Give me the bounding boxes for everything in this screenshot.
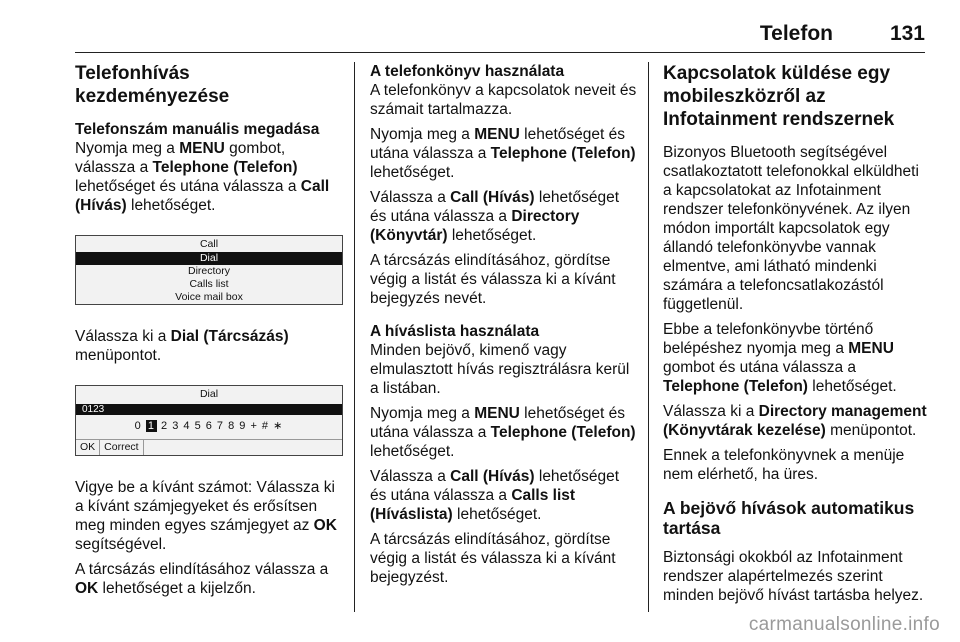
paragraph: Válassza a Call (Hívás) lehetőséget és utána válassza a Directory (Könyvtár) lehetőséget. (370, 189, 620, 244)
page-number: 131 (889, 22, 925, 45)
section-heading: Telefonhívás kezdeményezése (75, 63, 230, 107)
subheading: A telefonkönyv használata (370, 63, 565, 80)
column-2 (370, 62, 638, 593)
paragraph: Válassza ki a Dial (Tárcsázás) menüpontot. (75, 328, 289, 364)
paragraph: Nyomja meg a MENU lehetőséget és utána válassza a Telephone (Telefon) lehetőséget. (370, 126, 636, 181)
paragraph: A tárcsázás elindításához válassza a OK lehetőséget a kijelzőn. (75, 561, 329, 597)
paragraph: A tárcsázás elindításához, gördítse végig a listát és válassza ki a kívánt bejegyzés nevét. (370, 252, 616, 307)
paragraph: Bizonyos Bluetooth segítségével csatlakoztatott telefonokkal elküldheti a kapcsolatokat az Infotainment rendszer telefonkönyvének. Az ilyen módon importált kapcsolatok egy állandó telefonkönyvbe vannak elmentve, ami látható mindenki számára a telefoncsatlakozástól függetlenül. (663, 144, 919, 313)
screen-title: Call (199, 238, 219, 250)
screen-title: Dial (199, 388, 219, 400)
paragraph: Nyomja meg a MENU lehetőséget és utána válassza a Telephone (Telefon) lehetőséget. (370, 405, 636, 460)
selected-digit[interactable]: 1 (147, 420, 155, 432)
menu-item-voice-mail[interactable]: Voice mail box (175, 291, 243, 303)
dial-screen (75, 385, 343, 456)
menu-item-dial[interactable]: Dial (76, 252, 342, 265)
dialed-number-field: 0123 (76, 404, 342, 415)
section-heading: A bejövő hívások automatikus tartása (663, 498, 915, 538)
subheading: A híváslista használata (370, 323, 540, 340)
call-menu-screen (75, 235, 343, 305)
paragraph: Nyomja meg a MENU gombot, válassza a Telephone (Telefon) lehetőséget és utána válassza a Call (Hívás) lehetőséget. (75, 140, 330, 214)
digit-selector[interactable]: 0 1 2 3 4 5 6 7 8 9 + # ∗ (134, 420, 284, 432)
column-divider (354, 62, 355, 612)
paragraph: Válassza ki a Directory management (Könyvtárak kezelése) menüpontot. (663, 403, 927, 439)
dial-buttons (76, 439, 342, 455)
paragraph: Vigye be a kívánt számot: Válassza ki a kívánt számjegyeket és erősítsen meg minden egyes számjegyet az OK segítségével. (75, 479, 337, 553)
paragraph: A tárcsázás elindításához, gördítse végig a listát és válassza ki a kívánt bejegyzést. (370, 531, 616, 586)
paragraph: Biztonsági okokból az Infotainment rendszer alapértelmezés szerint minden bejövő hívást tartásba helyez. (663, 549, 924, 604)
menu-item-calls-list[interactable]: Calls list (189, 278, 229, 290)
page-header (75, 22, 925, 53)
paragraph: Minden bejövő, kimenő vagy elmulasztott hívás regisztrálásra kerül a listában. (370, 342, 630, 397)
paragraph: Válassza a Call (Hívás) lehetőséget és utána válassza a Calls list (Híváslista) lehetőséget. (370, 468, 620, 523)
correct-button[interactable]: Correct (100, 440, 143, 455)
page-section-title: Telefon (759, 22, 833, 45)
watermark: carmanualsonline.info (748, 614, 940, 635)
column-divider (648, 62, 649, 612)
paragraph: A telefonkönyv a kapcsolatok neveit és számait tartalmazza. (370, 82, 637, 118)
column-1 (75, 62, 343, 604)
column-3 (663, 62, 928, 611)
paragraph: Ennek a telefonkönyvnek a menüje nem elérhető, ha üres. (663, 447, 905, 483)
ok-button[interactable]: OK (76, 440, 100, 455)
paragraph: Ebbe a telefonkönyvbe történő belépéshez nyomja meg a MENU gombot és utána válassza a Telephone (Telefon) lehetőséget. (663, 321, 897, 395)
menu-item-directory[interactable]: Directory (187, 265, 230, 277)
subheading: Telefonszám manuális megadása (75, 121, 320, 138)
section-heading: Kapcsolatok küldése egy mobileszközről az Infotainment rendszernek (663, 63, 895, 130)
